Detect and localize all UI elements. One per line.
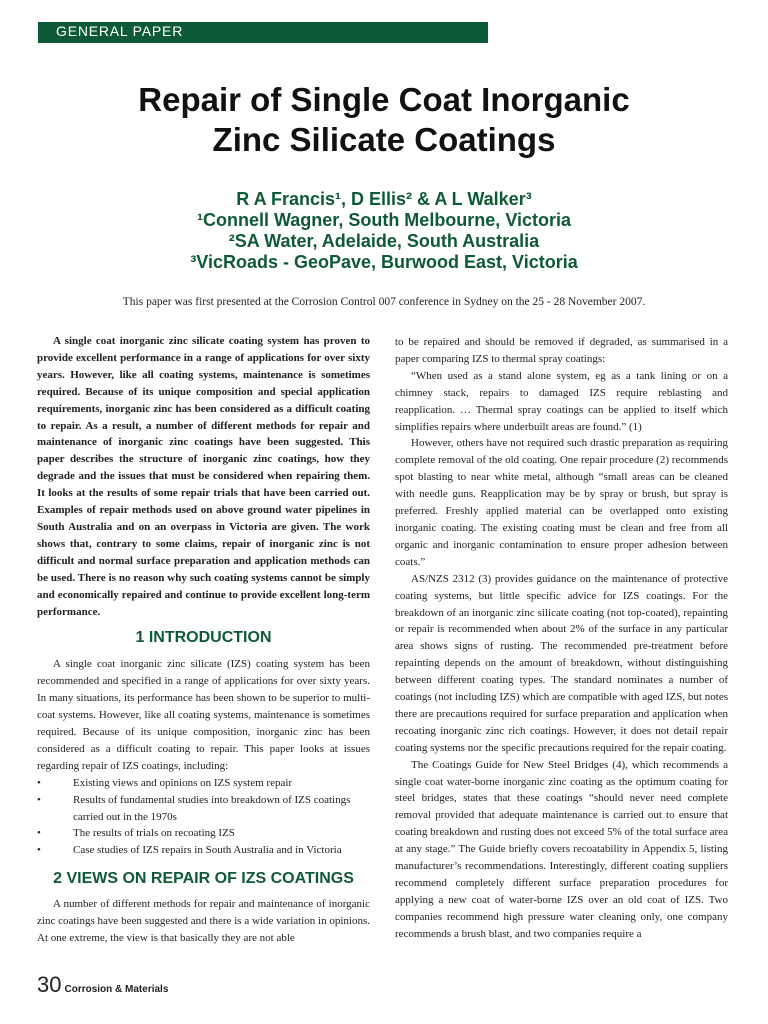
page-number: 30 (37, 972, 62, 997)
bullet-text: The results of trials on recoating IZS (73, 827, 235, 840)
paragraph: The Coatings Guide for New Steel Bridges (4), which recommends a single coat water-borne inorganic zinc coating as the optimum coating for steel bridges, states that these coatings “should never need complete removal provided that adequate maintenance is carried out to ensure that coating breakdown and rusting does not exceed 5% of the total surface area at any stage.” The Guide briefly covers recoatability in Appendix 5, listing manufacturer’s recommendations. Interestingly, different coating suppliers recommend completely different surface preparation procedures for applying a new coat of water-borne IZS over an old coat of IZS. Two companies recommend high pressure water cleaning only, one company recommends a brush blast, and two companies require a (395, 758, 728, 940)
page-footer (37, 972, 168, 998)
journal-name: Corrosion & Materials (64, 984, 169, 995)
abstract: A single coat inorganic zinc silicate coating system has proven to provide excellent performance in a range of applications for over sixty years. However, like all coating systems, maintenance is sometimes required. Because of its unique composition and special application requirements, inorganic zinc has been considered as a difficult coating to repair. As a result, a number of different methods for repair and maintenance of inorganic zinc coatings have been suggested. This paper describes the structure of inorganic zinc coatings, how they degrade and the issues that must be considered when repairing them. It looks at the results of some repair trials that have been carried out. Examples of repair methods used on above ground water pipelines in South Australia and on an overpass in Victoria are given. The work shows that, contrary to some claims, repair of inorganic zinc is not difficult and normal surface preparation and application methods can be used. There is no reason why such coating systems cannot be simply and economically repaired and continue to provide excellent long-term performance. (37, 335, 370, 618)
bullet-text: Existing views and opinions on IZS system repair (73, 776, 293, 789)
author-names: R A Francis¹, D Ellis² & A L Walker³ (236, 189, 532, 209)
presentation-note: This paper was first presented at the Corrosion Control 007 conference in Sydney on the 25 - 28 November 2007. (122, 296, 646, 308)
paper-title (0, 80, 768, 160)
section-2-paragraph: A number of different methods for repair and maintenance of inorganic zinc coatings have been suggested and there is a wide variation in opinions. At one extreme, the view is that basically they are not able (37, 898, 370, 945)
paragraph-continued: to be repaired and should be removed if degraded, as summarised in a paper comparing IZS to thermal spray coatings: (395, 336, 728, 365)
section-label: GENERAL PAPER (56, 23, 184, 39)
section-2-heading: 2 VIEWS ON REPAIR OF IZS COATINGS (53, 870, 354, 888)
bullet-item (37, 792, 370, 826)
affiliation-1: ¹Connell Wagner, South Melbourne, Victoria (196, 210, 572, 230)
affiliation-2: ²SA Water, Adelaide, South Australia (228, 231, 540, 251)
paragraph: However, others have not required such drastic preparation as requiring complete removal of the old coating. One repair procedure (2) recommends spot blasting to near white metal, although “small areas can be cleaned with needle guns. Reapplication may be by spray or brush, but spray is preferred. Freshly applied material can be overlapped onto existing inorganic coating. The existing coating must be clean and free from all organic and inorganic contamination to ensure proper adhesion between coats.” (395, 437, 728, 568)
quote-paragraph: “When used as a stand alone system, eg as a tank lining or on a chimney stack, repairs to damaged IZS require reblasting and reapplication. … Thermal spray coatings can be applied to itself which simplifies repairs where underbuilt areas are found.” (1) (395, 369, 728, 433)
section-label-bar (38, 22, 488, 43)
bullet-item (37, 842, 370, 859)
bullet-text: Results of fundamental studies into breakdown of IZS coatings carried out in the 1970s (73, 793, 351, 823)
section-1-heading: 1 INTRODUCTION (135, 629, 272, 647)
bullet-item (37, 775, 370, 792)
bullet-icon: • (37, 793, 41, 806)
section-1-bullet-list (37, 775, 370, 860)
affiliation-3: ³VicRoads - GeoPave, Burwood East, Victoria (190, 252, 578, 272)
title-line-1: Repair of Single Coat Inorganic (138, 81, 630, 118)
section-1-paragraph: A single coat inorganic zinc silicate (IZS) coating system has been recommended and specified in a range of applications for over sixty years. In many situations, its performance has been shown to be superior to multi-coat systems. However, like all coating systems, maintenance is sometimes required. Because of its unique composition, inorganic zinc has been considered as a difficult coating to repair. This paper looks at issues regarding repair of IZS coatings, including: (37, 658, 370, 772)
bullet-icon: • (37, 844, 41, 857)
author-block (0, 189, 768, 273)
bullet-icon: • (37, 827, 41, 840)
bullet-text: Case studies of IZS repairs in South Australia and in Victoria (73, 844, 342, 857)
bullet-icon: • (37, 776, 41, 789)
left-column (37, 333, 370, 947)
title-line-2: Zinc Silicate Coatings (212, 121, 556, 158)
paragraph: AS/NZS 2312 (3) provides guidance on the maintenance of protective coating systems, but little specific advice for IZS coatings. For the breakdown of an inorganic zinc silicate coating (not top-coated), repainting or repair is recommended when about 2% of the surface in any particular area shows signs of rusting. The recommended pre-treatment before repainting depends on the amount of breakdown, without distinguishing between different coating types. The standard nominates a number of coatings (not including IZS) which are compatible with aged IZS, but notes there are precautions required for surface preparation and application when recoating inorganic zinc rich coatings. However, it does not detail repair coating systems nor the specific precautions required for the repair coating. (395, 572, 728, 754)
right-column (395, 334, 728, 943)
bullet-item (37, 825, 370, 842)
